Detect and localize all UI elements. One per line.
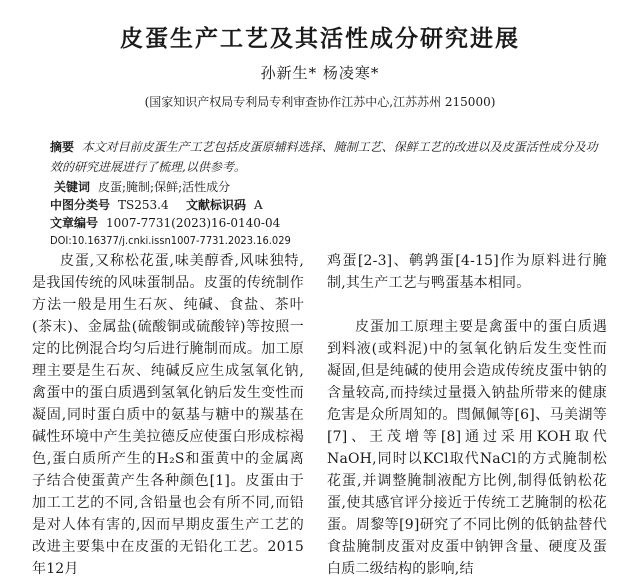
body-paragraph-continued: 鸡蛋[2-3]、鹌鹑蛋[4-15]作为原料进行腌制,其生产工艺与鸭蛋基本相同。 xyxy=(327,253,607,291)
doc-code-value: A xyxy=(254,198,263,212)
doc-code-line xyxy=(186,196,263,214)
author-list: 孙新生* 杨凌寒* xyxy=(260,64,380,82)
article-no-line xyxy=(50,214,280,232)
keywords-line xyxy=(54,178,230,196)
affiliation: (国家知识产权局专利局专利审查协作江苏中心,江苏苏州 215000) xyxy=(144,95,496,109)
body-column-right xyxy=(327,250,607,580)
body-paragraph: 皮蛋加工原理主要是禽蛋中的蛋白质遇到料液(或料泥)中的氢氧化钠后发生变性而凝固,但是纯碱的使用会造成传统皮蛋中钠的含量较高,而持续过量摄入钠盐所带来的健康危害是众所周知的。閆佩佩等[6]、马美湖等[7]、王茂增等[8]通过采用KOH取代NaOH,同时以KCl取代NaCl的方式腌制松花蛋,并调整腌制液配方比例,制得低钠松花蛋,使其感官评分接近于传统工艺腌制的松花蛋。周黎等[9]研究了不同比例的低钠盐替代食盐腌制皮蛋对皮蛋中钠钾含量、硬度及蛋白质二级结构的影响,结 xyxy=(327,319,607,577)
abstract-text: 本文对目前皮蛋生产工艺包括皮蛋原辅料选择、腌制工艺、保鲜工艺的改进以及皮蛋活性成分及功效的研究进展进行了梳理,以供参考。 xyxy=(50,140,598,174)
clc-value: TS253.4 xyxy=(118,198,169,212)
abstract xyxy=(50,137,602,177)
abstract-label: 摘要 xyxy=(50,140,75,154)
keywords-value: 皮蛋;腌制;保鲜;活性成分 xyxy=(98,180,231,194)
article-no-value: 1007-7731(2023)16-0140-04 xyxy=(106,216,281,230)
doi-line: DOI:10.16377/j.cnki.issn1007-7731.2023.16.029 xyxy=(50,234,291,247)
body-column-left xyxy=(32,250,304,580)
clc-line xyxy=(50,196,169,214)
body-paragraph: 皮蛋,又称松花蛋,味美醇香,风味独特,是我国传统的风味蛋制品。皮蛋的传统制作方法一般是用生石灰、纯碱、食盐、茶叶(茶末)、金属盐(硫酸铜或硫酸锌)等按照一定的比例混合均匀后进行腌制而成。加工原理主要是生石灰、纯碱反应生成氢氧化钠,禽蛋中的蛋白质遇到氢氧化钠后发生变性而凝固,同时蛋白质中的氨基与糖中的羰基在碱性环境中产生美拉德反应使蛋白形成棕褐色,蛋白质所产生的H₂S和蛋黄中的金属离子结合使蛋黄产生各种颜色[1]。皮蛋由于加工工艺的不同,含铅量也会有所不同,而铅是对人体有害的,因而早期皮蛋生产工艺的改进主要集中在皮蛋的无铅化工艺。2015年12月 xyxy=(32,253,304,577)
doc-code-label: 文献标识码 xyxy=(186,198,247,212)
clc-label: 中图分类号 xyxy=(50,198,111,212)
keywords-label: 关键词 xyxy=(54,180,91,194)
article-no-label: 文章编号 xyxy=(50,216,99,230)
paper-title: 皮蛋生产工艺及其活性成分研究进展 xyxy=(120,26,520,52)
